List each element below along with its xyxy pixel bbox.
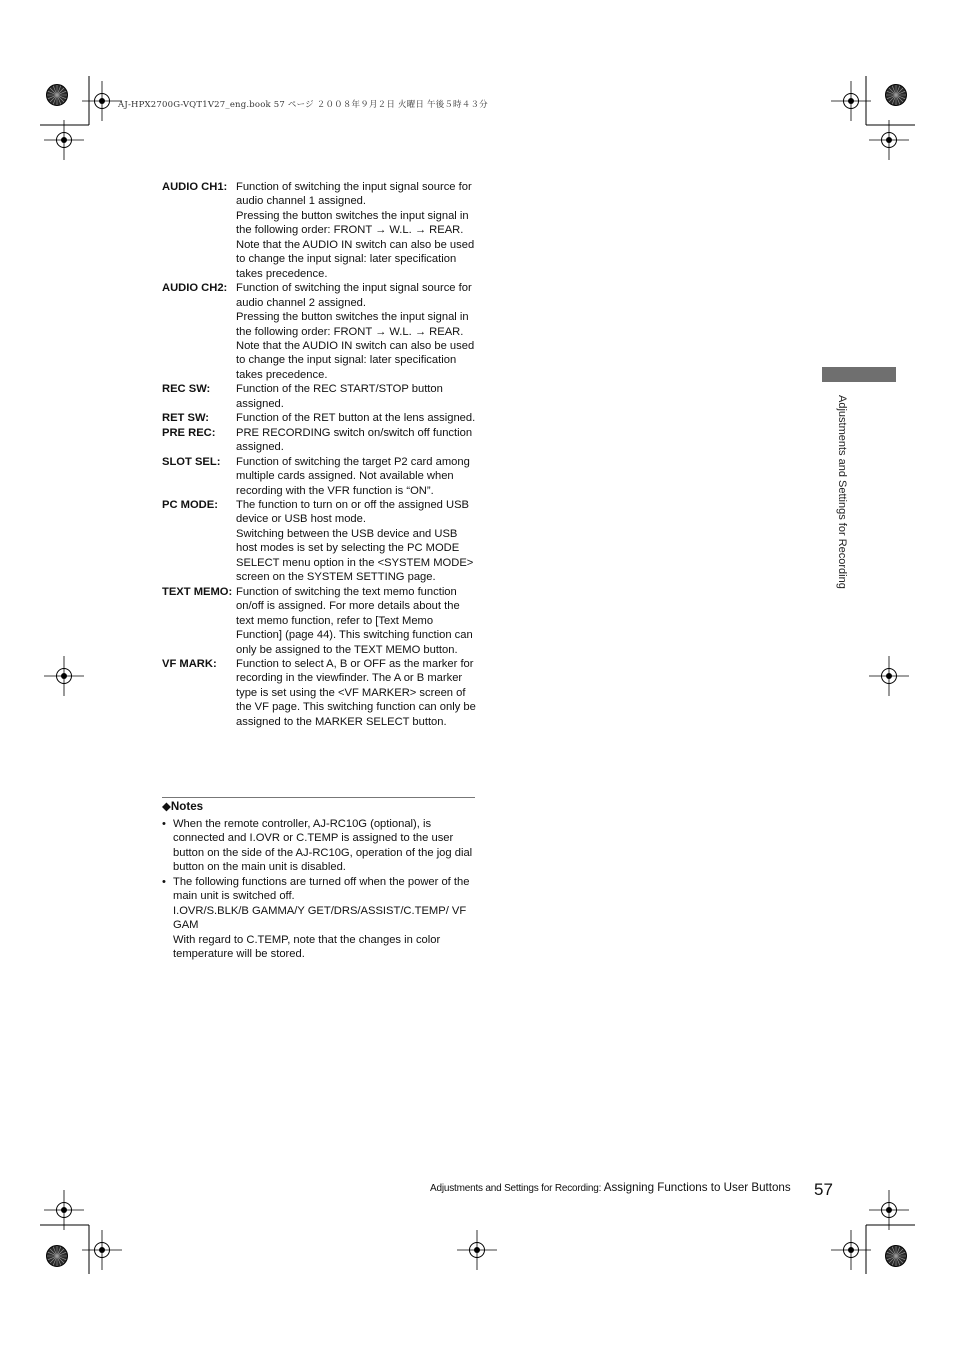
- definition-text: Function of switching the input signal source for audio channel 2 assigned.: [236, 282, 472, 309]
- definition-slot-sel: [162, 455, 478, 498]
- definition-description: [236, 281, 478, 382]
- page-number: 57: [814, 1180, 833, 1199]
- function-definition-list: [162, 180, 478, 729]
- note-body: [173, 817, 474, 875]
- note-item: [162, 817, 474, 875]
- note-text: The following functions are turned off when the power of the main unit is switched off.: [173, 875, 470, 903]
- definition-term: VF MARK:: [162, 657, 217, 670]
- note-text: When the remote controller, AJ-RC10G (optional), is connected and I.OVR or C.TEMP is assigned to the user button on the side of the AJ-RC10G, operation of the jog dial button on the main unit is disabled.: [173, 818, 473, 874]
- definition-term: RET SW:: [162, 412, 210, 425]
- definition-text: Function of switching the target P2 card among multiple cards assigned. Not available when recording with the VFR function is “ON”.: [236, 455, 470, 497]
- definition-text: Switching between the USB device and USB host modes is set by selecting the PC MODE SELECT menu option in the <SYSTEM MODE> screen on the SYSTEM SETTING page.: [236, 527, 474, 584]
- definition-term: AUDIO CH2:: [162, 282, 228, 295]
- definition-text: Function of the RET button at the lens assigned.: [236, 412, 476, 425]
- footer-title: Assigning Functions to User Buttons: [603, 1181, 791, 1194]
- definition-description: [236, 180, 478, 281]
- notes-heading: ◆Notes: [162, 800, 204, 813]
- definition-description: [236, 498, 478, 585]
- bullet-icon: •: [162, 875, 166, 888]
- footer-section: Adjustments and Settings for Recording:: [430, 1183, 602, 1194]
- definition-text: Function of the REC START/STOP button assigned.: [236, 383, 443, 410]
- print-header-slug: AJ-HPX2700G-VQT1V27_eng.book 57 ページ ２００８年９月２日 火曜日 午後５時４３分: [118, 100, 488, 110]
- chapter-side-tab: [822, 367, 896, 382]
- definition-text: Pressing the button switches the input signal in the following order: FRONT → W.L. → REAR. Note that the AUDIO IN switch can also be used to change the input signal: later specification takes precedence.: [236, 209, 475, 280]
- definition-description: [236, 411, 478, 425]
- definition-description: [236, 657, 478, 729]
- definition-text: Pressing the button switches the input signal in the following order: FRONT → W.L. → REAR. Note that the AUDIO IN switch can also be used to change the input signal: later specification takes precedence.: [236, 311, 475, 381]
- note-text: With regard to C.TEMP, note that the changes in color temperature will be stored.: [173, 933, 441, 961]
- definition-description: [236, 382, 478, 411]
- definition-vf-mark: [162, 657, 478, 729]
- definition-description: [236, 426, 478, 455]
- definition-audio-ch1: [162, 180, 478, 281]
- definition-term: TEXT MEMO:: [162, 585, 233, 598]
- note-text: I.OVR/S.BLK/B GAMMA/Y GET/DRS/ASSIST/C.TEMP/ VF GAM: [173, 904, 467, 932]
- notes-divider: [162, 797, 475, 798]
- definition-term: AUDIO CH1:: [162, 181, 228, 193]
- chapter-side-label: Adjustments and Settings for Recording: [836, 395, 848, 589]
- definition-text: The function to turn on or off the assigned USB device or USB host mode.: [236, 498, 470, 526]
- notes-list: [162, 817, 474, 962]
- note-body: [173, 875, 474, 962]
- definition-text: Function to select A, B or OFF as the marker for recording in the viewfinder. The A or B marker type is set using the <VF MARKER> screen of the VF page. This switching function can only be assigned to the MARKER SELECT button.: [236, 657, 476, 728]
- definition-term: REC SW:: [162, 383, 211, 396]
- definition-text: PRE RECORDING switch on/switch off function assigned.: [236, 426, 473, 454]
- definition-rec-sw: [162, 382, 478, 411]
- definition-text: Function of switching the input signal source for audio channel 1 assigned.: [236, 181, 472, 208]
- bullet-icon: •: [162, 818, 166, 830]
- definition-term: SLOT SEL:: [162, 455, 221, 468]
- definition-pre-rec: [162, 426, 478, 455]
- definition-term: PRE REC:: [162, 426, 216, 439]
- definition-audio-ch2: [162, 281, 478, 382]
- note-item: [162, 875, 474, 962]
- definition-description: [236, 455, 478, 498]
- definition-text: Function of switching the text memo function on/off is assigned. For more details about the text memo function, refer to [Text Memo Function] (page 44). This switching function can only be assigned to the TEXT MEMO button.: [236, 585, 473, 656]
- definition-text-memo: [162, 585, 478, 657]
- page-footer: [430, 1181, 791, 1194]
- definition-term: PC MODE:: [162, 498, 218, 511]
- definition-description: [236, 585, 478, 657]
- definition-pc-mode: [162, 498, 478, 585]
- definition-ret-sw: [162, 411, 478, 425]
